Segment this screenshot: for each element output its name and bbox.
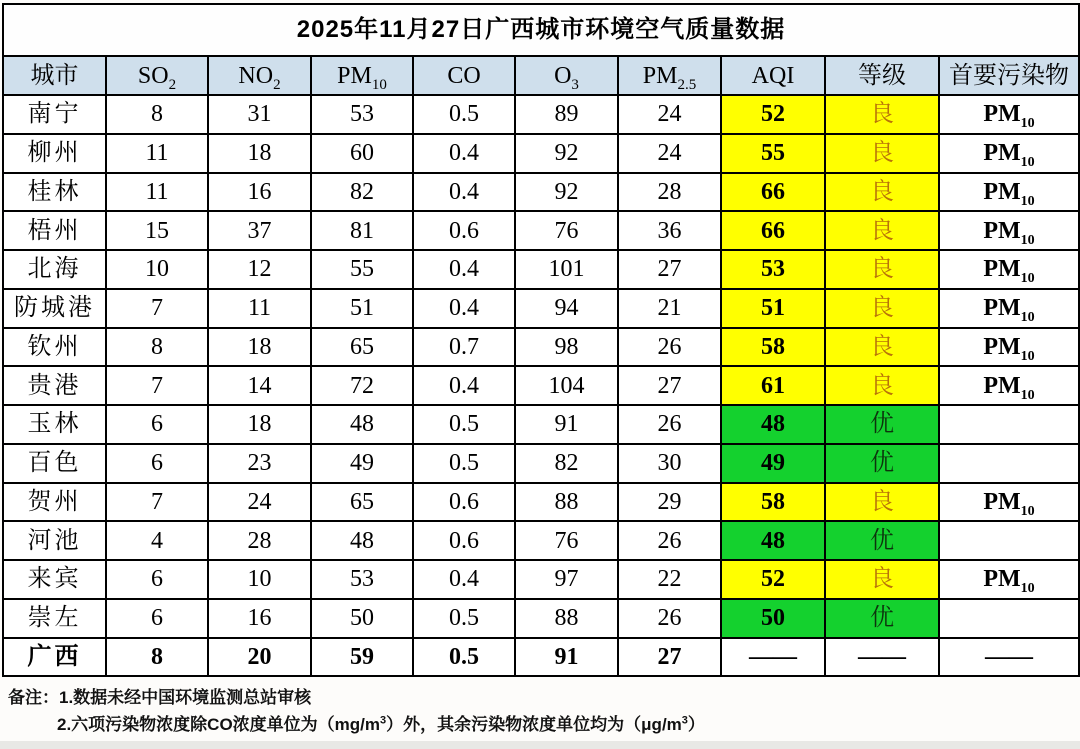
column-header-6: $PM_{2.5}$ bbox=[618, 56, 721, 95]
cell-city: 崇左 bbox=[3, 599, 106, 638]
cell-so2: 6 bbox=[106, 444, 208, 483]
cell-pm25: 22 bbox=[618, 560, 721, 599]
page-title: 2025年11月27日广西城市环境空气质量数据 bbox=[3, 4, 1079, 56]
cell-o3: 89 bbox=[515, 95, 618, 134]
cell-city: 梧州 bbox=[3, 211, 106, 250]
cell-pm25: 26 bbox=[618, 521, 721, 560]
cell-no2: 16 bbox=[208, 599, 311, 638]
cell-so2: 8 bbox=[106, 328, 208, 367]
cell-primary-pollutant: $PM_{10}$ bbox=[939, 95, 1079, 134]
cell-so2: 8 bbox=[106, 95, 208, 134]
column-header-5: $O_3$ bbox=[515, 56, 618, 95]
cell-no2: 37 bbox=[208, 211, 311, 250]
cell-pm25: 27 bbox=[618, 250, 721, 289]
cell-primary-pollutant: $PM_{10}$ bbox=[939, 328, 1079, 367]
cell-o3: 91 bbox=[515, 638, 618, 677]
cell-no2: 11 bbox=[208, 289, 311, 328]
cell-o3: 82 bbox=[515, 444, 618, 483]
cell-pm10: 48 bbox=[311, 521, 413, 560]
cell-no2: 12 bbox=[208, 250, 311, 289]
cell-primary-pollutant: $PM_{10}$ bbox=[939, 483, 1079, 522]
cell-city: 桂林 bbox=[3, 173, 106, 212]
cell-co: 0.4 bbox=[413, 173, 515, 212]
table-row bbox=[3, 173, 1079, 212]
cell-o3: 88 bbox=[515, 483, 618, 522]
cell-city: 贵港 bbox=[3, 366, 106, 405]
cell-city: 柳州 bbox=[3, 134, 106, 173]
table-body bbox=[3, 95, 1079, 676]
table-row bbox=[3, 134, 1079, 173]
column-header-2: $NO_2$ bbox=[208, 56, 311, 95]
cell-pm10: 59 bbox=[311, 638, 413, 677]
cell-pm10: 81 bbox=[311, 211, 413, 250]
cell-pm10: 53 bbox=[311, 95, 413, 134]
table-row bbox=[3, 599, 1079, 638]
cell-grade: 良 bbox=[825, 95, 939, 134]
cell-primary-pollutant bbox=[939, 521, 1079, 560]
cell-pm25: 36 bbox=[618, 211, 721, 250]
cell-city: 防城港 bbox=[3, 289, 106, 328]
cell-pm25: 26 bbox=[618, 328, 721, 367]
cell-no2: 28 bbox=[208, 521, 311, 560]
cell-so2: 6 bbox=[106, 405, 208, 444]
cell-primary-pollutant bbox=[939, 599, 1079, 638]
cell-co: 0.4 bbox=[413, 289, 515, 328]
cell-co: 0.5 bbox=[413, 599, 515, 638]
cell-primary-pollutant: $PM_{10}$ bbox=[939, 250, 1079, 289]
cell-pm10: 48 bbox=[311, 405, 413, 444]
cell-so2: 8 bbox=[106, 638, 208, 677]
cell-pm10: 51 bbox=[311, 289, 413, 328]
table-row bbox=[3, 483, 1079, 522]
cell-grade: 良 bbox=[825, 173, 939, 212]
cell-city: 北海 bbox=[3, 250, 106, 289]
cell-co: 0.6 bbox=[413, 521, 515, 560]
cell-o3: 91 bbox=[515, 405, 618, 444]
cell-co: 0.6 bbox=[413, 483, 515, 522]
cell-pm25: 28 bbox=[618, 173, 721, 212]
cell-co: 0.4 bbox=[413, 250, 515, 289]
cell-o3: 88 bbox=[515, 599, 618, 638]
column-header-1: $SO_2$ bbox=[106, 56, 208, 95]
cell-no2: 23 bbox=[208, 444, 311, 483]
column-header-3: $PM_{10}$ bbox=[311, 56, 413, 95]
cell-aqi: 51 bbox=[721, 289, 825, 328]
cell-so2: 15 bbox=[106, 211, 208, 250]
table-row bbox=[3, 250, 1079, 289]
cell-primary-pollutant: $PM_{10}$ bbox=[939, 173, 1079, 212]
cell-no2: 16 bbox=[208, 173, 311, 212]
cell-aqi: 53 bbox=[721, 250, 825, 289]
cell-grade: 良 bbox=[825, 483, 939, 522]
cell-pm10: 49 bbox=[311, 444, 413, 483]
column-header-7: AQI bbox=[721, 56, 825, 95]
cell-aqi: 48 bbox=[721, 405, 825, 444]
table-row bbox=[3, 444, 1079, 483]
bottom-strip bbox=[0, 741, 1080, 749]
cell-co: 0.5 bbox=[413, 638, 515, 677]
cell-so2: 11 bbox=[106, 173, 208, 212]
cell-pm25: 27 bbox=[618, 638, 721, 677]
cell-pm25: 24 bbox=[618, 134, 721, 173]
cell-grade: 优 bbox=[825, 444, 939, 483]
cell-aqi: 55 bbox=[721, 134, 825, 173]
cell-pm25: 26 bbox=[618, 405, 721, 444]
column-header-8: 等级 bbox=[825, 56, 939, 95]
cell-aqi: 58 bbox=[721, 483, 825, 522]
title-row bbox=[3, 4, 1079, 56]
cell-pm10: 65 bbox=[311, 328, 413, 367]
cell-grade: 优 bbox=[825, 521, 939, 560]
cell-primary-pollutant: $PM_{10}$ bbox=[939, 289, 1079, 328]
cell-pm10: 60 bbox=[311, 134, 413, 173]
cell-pm25: 21 bbox=[618, 289, 721, 328]
cell-aqi: 66 bbox=[721, 173, 825, 212]
cell-pm10: 50 bbox=[311, 599, 413, 638]
cell-so2: 10 bbox=[106, 250, 208, 289]
cell-grade: 良 bbox=[825, 560, 939, 599]
cell-o3: 94 bbox=[515, 289, 618, 328]
cell-primary-pollutant bbox=[939, 444, 1079, 483]
cell-primary-pollutant bbox=[939, 405, 1079, 444]
cell-aqi: 52 bbox=[721, 560, 825, 599]
cell-city: 河池 bbox=[3, 521, 106, 560]
column-header-4: CO bbox=[413, 56, 515, 95]
cell-so2: 7 bbox=[106, 366, 208, 405]
cell-city: 贺州 bbox=[3, 483, 106, 522]
aqi-table bbox=[2, 3, 1080, 677]
footnotes bbox=[8, 684, 1072, 738]
cell-primary-pollutant: $PM_{10}$ bbox=[939, 560, 1079, 599]
cell-primary-pollutant: $PM_{10}$ bbox=[939, 366, 1079, 405]
cell-grade: 良 bbox=[825, 134, 939, 173]
cell-co: 0.5 bbox=[413, 444, 515, 483]
cell-o3: 104 bbox=[515, 366, 618, 405]
cell-pm10: 72 bbox=[311, 366, 413, 405]
cell-primary-pollutant: $PM_{10}$ bbox=[939, 134, 1079, 173]
cell-so2: 6 bbox=[106, 560, 208, 599]
cell-primary-pollutant: $PM_{10}$ bbox=[939, 211, 1079, 250]
table-row bbox=[3, 521, 1079, 560]
column-header-0: 城市 bbox=[3, 56, 106, 95]
cell-o3: 92 bbox=[515, 134, 618, 173]
table-row bbox=[3, 328, 1079, 367]
cell-aqi: —— bbox=[721, 638, 825, 677]
table-row bbox=[3, 560, 1079, 599]
cell-co: 0.4 bbox=[413, 560, 515, 599]
cell-grade: —— bbox=[825, 638, 939, 677]
column-header-9: 首要污染物 bbox=[939, 56, 1079, 95]
footnote-line-1: 备注：1.数据未经中国环境监测总站审核 bbox=[8, 688, 312, 707]
cell-aqi: 66 bbox=[721, 211, 825, 250]
table-row bbox=[3, 405, 1079, 444]
cell-pm10: 53 bbox=[311, 560, 413, 599]
cell-co: 0.7 bbox=[413, 328, 515, 367]
cell-o3: 76 bbox=[515, 211, 618, 250]
cell-city: 广西 bbox=[3, 638, 106, 677]
cell-co: 0.5 bbox=[413, 95, 515, 134]
cell-city: 南宁 bbox=[3, 95, 106, 134]
cell-no2: 18 bbox=[208, 328, 311, 367]
cell-o3: 101 bbox=[515, 250, 618, 289]
cell-pm25: 30 bbox=[618, 444, 721, 483]
table-row bbox=[3, 638, 1079, 677]
cell-so2: 4 bbox=[106, 521, 208, 560]
cell-so2: 7 bbox=[106, 289, 208, 328]
footnote-line-2: 2.六项污染物浓度除CO浓度单位为$(mg/m^3)$外，其余污染物浓度单位均为$(\mu g/m^3)$ bbox=[57, 714, 705, 734]
cell-grade: 优 bbox=[825, 405, 939, 444]
cell-city: 来宾 bbox=[3, 560, 106, 599]
cell-primary-pollutant: —— bbox=[939, 638, 1079, 677]
table-row bbox=[3, 95, 1079, 134]
cell-city: 钦州 bbox=[3, 328, 106, 367]
cell-aqi: 61 bbox=[721, 366, 825, 405]
cell-no2: 18 bbox=[208, 405, 311, 444]
cell-so2: 11 bbox=[106, 134, 208, 173]
cell-o3: 76 bbox=[515, 521, 618, 560]
cell-aqi: 50 bbox=[721, 599, 825, 638]
cell-o3: 98 bbox=[515, 328, 618, 367]
cell-grade: 良 bbox=[825, 328, 939, 367]
cell-no2: 10 bbox=[208, 560, 311, 599]
cell-pm25: 29 bbox=[618, 483, 721, 522]
cell-no2: 18 bbox=[208, 134, 311, 173]
header-row bbox=[3, 56, 1079, 95]
cell-grade: 良 bbox=[825, 289, 939, 328]
cell-co: 0.6 bbox=[413, 211, 515, 250]
cell-pm10: 82 bbox=[311, 173, 413, 212]
cell-so2: 6 bbox=[106, 599, 208, 638]
cell-o3: 97 bbox=[515, 560, 618, 599]
table-row bbox=[3, 211, 1079, 250]
cell-pm10: 55 bbox=[311, 250, 413, 289]
cell-pm10: 65 bbox=[311, 483, 413, 522]
table-row bbox=[3, 366, 1079, 405]
cell-no2: 24 bbox=[208, 483, 311, 522]
cell-no2: 31 bbox=[208, 95, 311, 134]
cell-aqi: 52 bbox=[721, 95, 825, 134]
cell-pm25: 24 bbox=[618, 95, 721, 134]
cell-co: 0.4 bbox=[413, 366, 515, 405]
cell-so2: 7 bbox=[106, 483, 208, 522]
cell-aqi: 49 bbox=[721, 444, 825, 483]
cell-grade: 优 bbox=[825, 599, 939, 638]
cell-grade: 良 bbox=[825, 211, 939, 250]
cell-o3: 92 bbox=[515, 173, 618, 212]
cell-city: 百色 bbox=[3, 444, 106, 483]
table-row bbox=[3, 289, 1079, 328]
cell-city: 玉林 bbox=[3, 405, 106, 444]
cell-pm25: 27 bbox=[618, 366, 721, 405]
cell-grade: 良 bbox=[825, 250, 939, 289]
cell-aqi: 58 bbox=[721, 328, 825, 367]
cell-co: 0.4 bbox=[413, 134, 515, 173]
cell-co: 0.5 bbox=[413, 405, 515, 444]
cell-aqi: 48 bbox=[721, 521, 825, 560]
cell-no2: 20 bbox=[208, 638, 311, 677]
cell-pm25: 26 bbox=[618, 599, 721, 638]
cell-grade: 良 bbox=[825, 366, 939, 405]
cell-no2: 14 bbox=[208, 366, 311, 405]
